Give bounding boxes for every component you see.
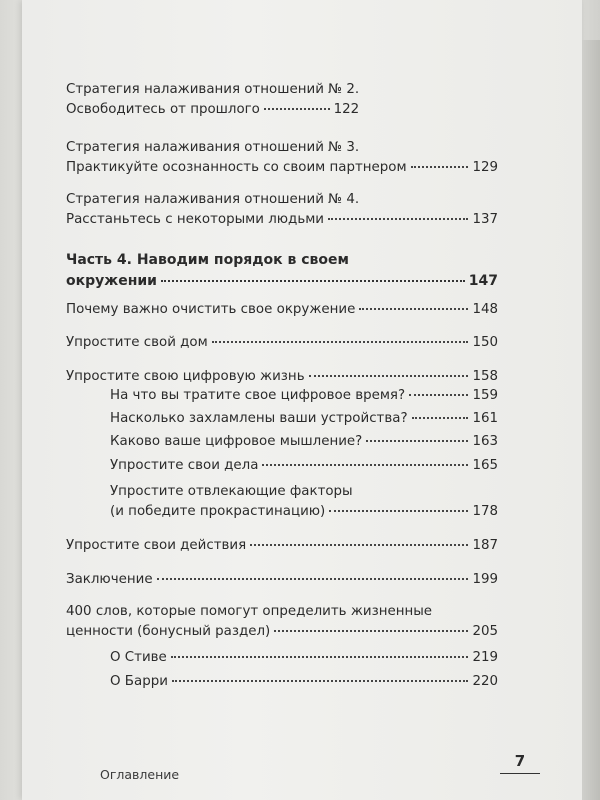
entry-title-line: Упростите свои дела	[110, 458, 259, 473]
toc-subentry	[66, 482, 498, 522]
dot-leader	[328, 218, 468, 220]
dot-leader	[412, 417, 469, 419]
entry-title-line: Упростите свои действия	[66, 538, 247, 553]
page-ref: 137	[472, 212, 498, 227]
page-ref: 219	[472, 650, 498, 665]
entry-title-line: Расстаньтесь с некоторыми людьми	[66, 212, 325, 227]
page-ref: 163	[472, 434, 498, 449]
dot-leader	[264, 108, 330, 110]
page-ref: 165	[472, 458, 498, 473]
page-ref: 220	[472, 674, 498, 689]
page-ref: 129	[472, 160, 498, 175]
toc-subentry	[66, 432, 498, 452]
toc-entry-bonus	[66, 602, 498, 642]
page-ref: 158	[472, 369, 498, 384]
page-ref: 159	[472, 388, 498, 403]
dot-leader	[329, 510, 468, 512]
toc-subentry	[66, 386, 498, 406]
entry-title-line: Заключение	[66, 572, 153, 587]
toc-entry-part-4	[66, 250, 498, 292]
entry-title-line: Стратегия налаживания отношений № 3.	[66, 140, 360, 155]
dot-leader	[250, 544, 468, 546]
page-ref: 150	[472, 335, 498, 350]
page-ref: 187	[472, 538, 498, 553]
page-ref: 205	[472, 624, 498, 639]
entry-title-line: окружении	[66, 273, 157, 289]
entry-title-line: О Барри	[110, 674, 168, 689]
toc-subentry	[66, 648, 498, 668]
entry-title-line: Часть 4. Наводим порядок в своем	[66, 252, 349, 268]
entry-title-line: Практикуйте осознанность со своим партнером	[66, 160, 407, 175]
entry-title-line: На что вы тратите свое цифровое время?	[110, 388, 406, 403]
toc-subentry	[66, 409, 498, 429]
page-ref: 122	[333, 102, 360, 117]
entry-title-line: Упростите свою цифровую жизнь	[66, 369, 305, 384]
entry-title-line: Насколько захламлены ваши устройства?	[110, 411, 408, 426]
page-ref: 178	[472, 504, 498, 519]
toc-subentry	[66, 456, 498, 476]
page-ref: 148	[472, 302, 498, 317]
dot-leader	[309, 375, 469, 377]
dot-leader	[359, 308, 468, 310]
running-footer: Оглавление	[100, 767, 180, 782]
dot-leader	[157, 578, 469, 580]
dot-leader	[409, 394, 468, 396]
toc-entry-strategy-3	[66, 138, 498, 178]
entry-title-line: Упростите свой дом	[66, 335, 208, 350]
entry-title-line: Упростите отвлекающие факторы	[110, 484, 353, 499]
dot-leader	[171, 656, 469, 658]
dot-leader	[172, 680, 469, 682]
toc-subentry	[66, 672, 498, 692]
page-ref: 147	[468, 273, 498, 289]
entry-title-line: (и победите прокрастинацию)	[110, 504, 326, 519]
entry-title-line: Почему важно очистить свое окружение	[66, 302, 356, 317]
toc-entry	[66, 300, 498, 320]
entry-title-line: Каково ваше цифровое мышление?	[110, 434, 363, 449]
dot-leader	[212, 341, 469, 343]
toc-entry-strategy-2	[66, 80, 359, 120]
entry-title-line: ценности (бонусный раздел)	[66, 624, 271, 639]
dot-leader	[411, 166, 469, 168]
toc-entry	[66, 570, 498, 590]
entry-title-line: 400 слов, которые помогут определить жизненные	[66, 604, 433, 619]
dot-leader	[262, 464, 468, 466]
page-ref: 199	[472, 572, 498, 587]
toc-entry	[66, 333, 498, 353]
dot-leader	[274, 630, 468, 632]
toc-entry	[66, 367, 498, 387]
page-edge	[582, 40, 600, 800]
entry-title-line: Стратегия налаживания отношений № 2.	[66, 82, 360, 97]
dot-leader	[161, 280, 465, 282]
page-number: 7	[500, 752, 540, 774]
dot-leader	[366, 440, 468, 442]
entry-title-line: О Стиве	[110, 650, 167, 665]
page-ref: 161	[472, 411, 498, 426]
entry-title-line: Стратегия налаживания отношений № 4.	[66, 192, 360, 207]
toc-entry-strategy-4	[66, 190, 498, 230]
toc-entry	[66, 536, 498, 556]
entry-title-line: Освободитесь от прошлого	[66, 102, 260, 117]
